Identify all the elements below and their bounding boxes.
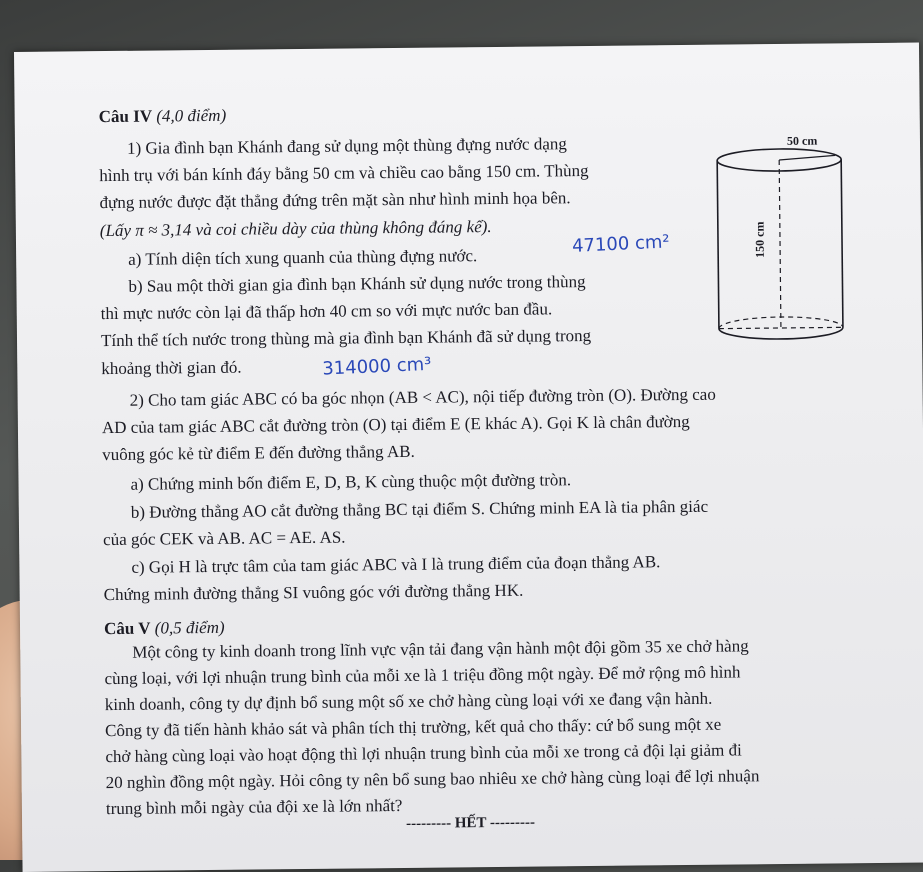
q4-p2-c1: c) Gọi H là trực tâm của tam giác ABC và I là trung điểm của đoạn thẳng AB. (131, 552, 661, 577)
question-4-points: (4,0 điểm) (156, 105, 227, 126)
exam-paper (14, 43, 923, 872)
q5-line1: Một công ty kinh doanh trong lĩnh vực vận tải đang vận hành một đội gồm 35 xe chở hàng (132, 636, 749, 662)
q4-p2-line2: AD của tam giác ABC cắt đường tròn (O) tại điểm E (E khác A). Gọi K là chân đường (101, 411, 690, 438)
q4-p1-line2: hình trụ với bán kính đáy bằng 50 cm và chiều cao bằng 150 cm. Thùng (99, 160, 589, 186)
question-4-heading: Câu IV (98, 106, 153, 127)
q5-line2: cùng loại, với lợi nhuận trung bình của mỗi xe là 1 triệu đồng một ngày. Để mở rộng mô hình (104, 662, 741, 689)
cylinder-drawing (695, 131, 887, 343)
q5-line3: kinh doanh, công ty dự định bổ sung một số xe chở hàng cùng loại với xe đang vận hành. (104, 688, 713, 715)
question-5-header (104, 618, 225, 639)
end-mark: --------- HẾT --------- (406, 814, 536, 832)
q5-line4: Công ty đã tiến hành khảo sát và phân tích thị trường, kết quả cho thấy: cứ bổ sung một xe (105, 714, 722, 741)
question-5-points: (0,5 điểm) (154, 617, 225, 638)
q4-p2-a: a) Chứng minh bốn điểm E, D, B, K cùng thuộc một đường tròn. (130, 470, 572, 494)
q4-p2-b1: b) Đường thẳng AO cắt đường thẳng BC tại điểm S. Chứng minh EA là tia phân giác (130, 496, 709, 522)
q4-p2-line3: vuông góc kẻ từ điểm E đến đường thẳng AB. (102, 441, 415, 465)
question-4-header (99, 106, 227, 127)
q4-p1-b3: Tính thể tích nước trong thùng mà gia đình bạn Khánh đã sử dụng trong (100, 325, 592, 351)
handwritten-answer-b: 314000 cm³ (321, 353, 432, 380)
q4-p1-b4: khoảng thời gian đó. (101, 357, 242, 379)
q4-p1-line4: (Lấy π ≈ 3,14 và coi chiều dày của thùng không đáng kể). (99, 217, 492, 241)
q5-line6: 20 nghìn đồng một ngày. Hỏi công ty nên bổ sung bao nhiêu xe chở hàng cùng loại để lợi nhuận (105, 766, 760, 793)
q4-p2-b2: của góc CEK và AB. AC = AE. AS. (103, 527, 346, 550)
q4-p1-b2: thì mực nước còn lại đã thấp hơn 40 cm so với mực nước ban đầu. (100, 299, 553, 324)
q4-p2-c2: Chứng minh đường thẳng SI vuông góc với đường thẳng HK. (103, 580, 524, 605)
q4-p2-line1: 2) Cho tam giác ABC có ba góc nhọn (AB < AC), nội tiếp đường tròn (O). Đường cao (129, 384, 716, 410)
height-label: 150 cm (752, 221, 767, 258)
question-5-heading: Câu V (103, 618, 151, 639)
cylinder-figure (695, 131, 887, 343)
q4-p1-a: a) Tính diện tích xung quanh của thùng đựng nước. (128, 246, 478, 269)
handwritten-answer-a: 47100 cm² (571, 231, 671, 257)
q4-p1-line1: 1) Gia đình bạn Khánh đang sử dụng một thùng đựng nước dạng (126, 134, 567, 158)
q5-line7: trung bình mỗi ngày của đội xe là lớn nhất? (105, 795, 403, 819)
q4-p1-b1: b) Sau một thời gian gia đình bạn Khánh sử dụng nước trong thùng (128, 272, 586, 296)
radius-label: 50 cm (786, 133, 818, 148)
q5-line5: chở hàng cùng loại vào hoạt động thì lợi nhuận trung bình của mỗi xe trong cả đội lại giảm đi (105, 740, 742, 767)
q4-p1-line3: đựng nước được đặt thẳng đứng trên mặt sàn như hình minh họa bên. (99, 188, 571, 213)
